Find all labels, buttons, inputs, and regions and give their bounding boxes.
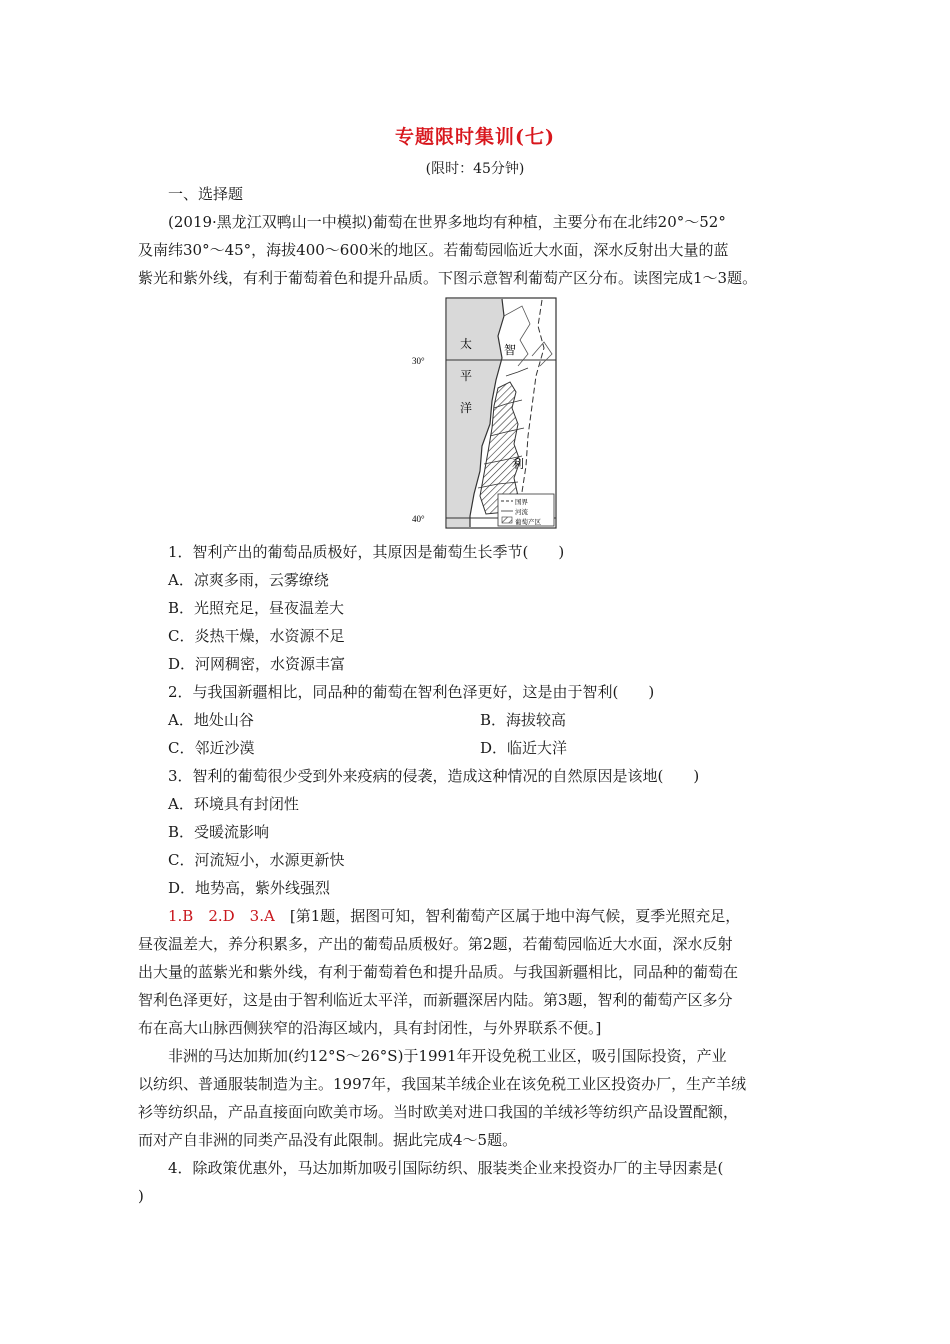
q3-option-c: C．河流短小，水源更新快: [168, 851, 345, 869]
country-label-1: 智: [504, 343, 517, 357]
q2-stem: 2．与我国新疆相比，同品种的葡萄在智利色泽更好，这是由于智利( ): [168, 683, 655, 701]
q2-option-b: B．海拔较高: [480, 711, 567, 729]
q4-stem-end: ): [138, 1187, 144, 1205]
chile-grape-map: [410, 296, 560, 532]
q1-option-b: B．光照充足，昼夜温差大: [168, 599, 345, 617]
answer-line-3: 出大量的蓝紫光和紫外线，有利于葡萄着色和提升品质。与我国新疆相比，同品种的葡萄在: [138, 963, 739, 981]
legend-border-label: 国界: [515, 498, 528, 506]
page-title: 专题限时集训(七): [395, 126, 555, 148]
q1-option-c: C．炎热干燥，水资源不足: [168, 627, 345, 645]
answer-line-5: 布在高大山脉西侧狭窄的沿海区域内，具有封闭性，与外界联系不便。]: [138, 1019, 602, 1037]
ocean-label-3: 洋: [460, 401, 473, 415]
q3-option-a: A．环境具有封闭性: [168, 795, 299, 813]
legend-grape-symbol: [502, 517, 512, 523]
section-heading: 一、选择题: [168, 185, 244, 203]
q1-stem: 1．智利产出的葡萄品质极好，其原因是葡萄生长季节( ): [168, 543, 565, 561]
q2-option-c: C．邻近沙漠: [168, 739, 255, 757]
answer-explanation-1: [第1题，据图可知，智利葡萄产区属于地中海气候，夏季光照充足，: [289, 907, 741, 925]
lat-label-40: 40°: [412, 514, 425, 524]
q1-option-a: A．凉爽多雨，云雾缭绕: [168, 571, 329, 589]
intro-line-2: 及南纬30°～45°，海拔400～600米的地区。若葡萄园临近大水面，深水反射出大量的蓝: [138, 241, 729, 259]
q3-option-d: D．地势高，紫外线强烈: [168, 879, 331, 897]
q2-option-d: D．临近大洋: [480, 739, 568, 757]
q3-stem: 3．智利的葡萄很少受到外来疫病的侵袭，造成这种情况的自然原因是该地( ): [168, 767, 700, 785]
answer-line-4: 智利色泽更好，这是由于智利临近太平洋，而新疆深居内陆。第3题，智利的葡萄产区多分: [138, 991, 733, 1009]
country-label-2: 利: [512, 457, 525, 471]
intro2-line-3: 衫等纺织品，产品直接面向欧美市场。当时欧美对进口我国的羊绒衫等纺织产品设置配额，: [138, 1103, 739, 1121]
ocean-label-1: 太: [460, 337, 473, 351]
ocean-label-2: 平: [460, 369, 473, 383]
intro-line-3: 紫光和紫外线，有利于葡萄着色和提升品质。下图示意智利葡萄产区分布。读图完成1～3题。: [138, 269, 758, 287]
q1-option-d: D．河网稠密，水资源丰富: [168, 655, 346, 673]
answer-line-1: [168, 906, 740, 926]
answer-keys: 1.B 2.D 3.A: [168, 907, 275, 925]
time-limit: (限时：45分钟): [425, 161, 525, 177]
intro-line-1: (2019·黑龙江双鸭山一中模拟)葡萄在世界多地均有种植，主要分布在北纬20°～52°: [168, 213, 726, 231]
q3-option-b: B．受暖流影响: [168, 823, 270, 841]
q2-option-a: A．地处山谷: [168, 711, 254, 729]
legend-grape-label: 葡萄产区: [515, 518, 541, 526]
legend-river-label: 河流: [515, 508, 528, 516]
intro2-line-1: 非洲的马达加斯加(约12°S～26°S)于1991年开设免税工业区，吸引国际投资，产业: [168, 1047, 727, 1065]
q4-stem: 4．除政策优惠外，马达加斯加吸引国际纺织、服装类企业来投资办厂的主导因素是(: [168, 1159, 724, 1177]
intro2-line-2: 以纺织、普通服装制造为主。1997年，我国某羊绒企业在该免税工业区投资办厂，生产羊绒: [138, 1075, 747, 1093]
answer-line-2: 昼夜温差大，养分积累多，产出的葡萄品质极好。第2题，若葡萄园临近大水面，深水反射: [138, 935, 733, 953]
lat-label-30: 30°: [412, 356, 425, 366]
intro2-line-4: 而对产自非洲的同类产品没有此限制。据此完成4～5题。: [138, 1131, 518, 1149]
